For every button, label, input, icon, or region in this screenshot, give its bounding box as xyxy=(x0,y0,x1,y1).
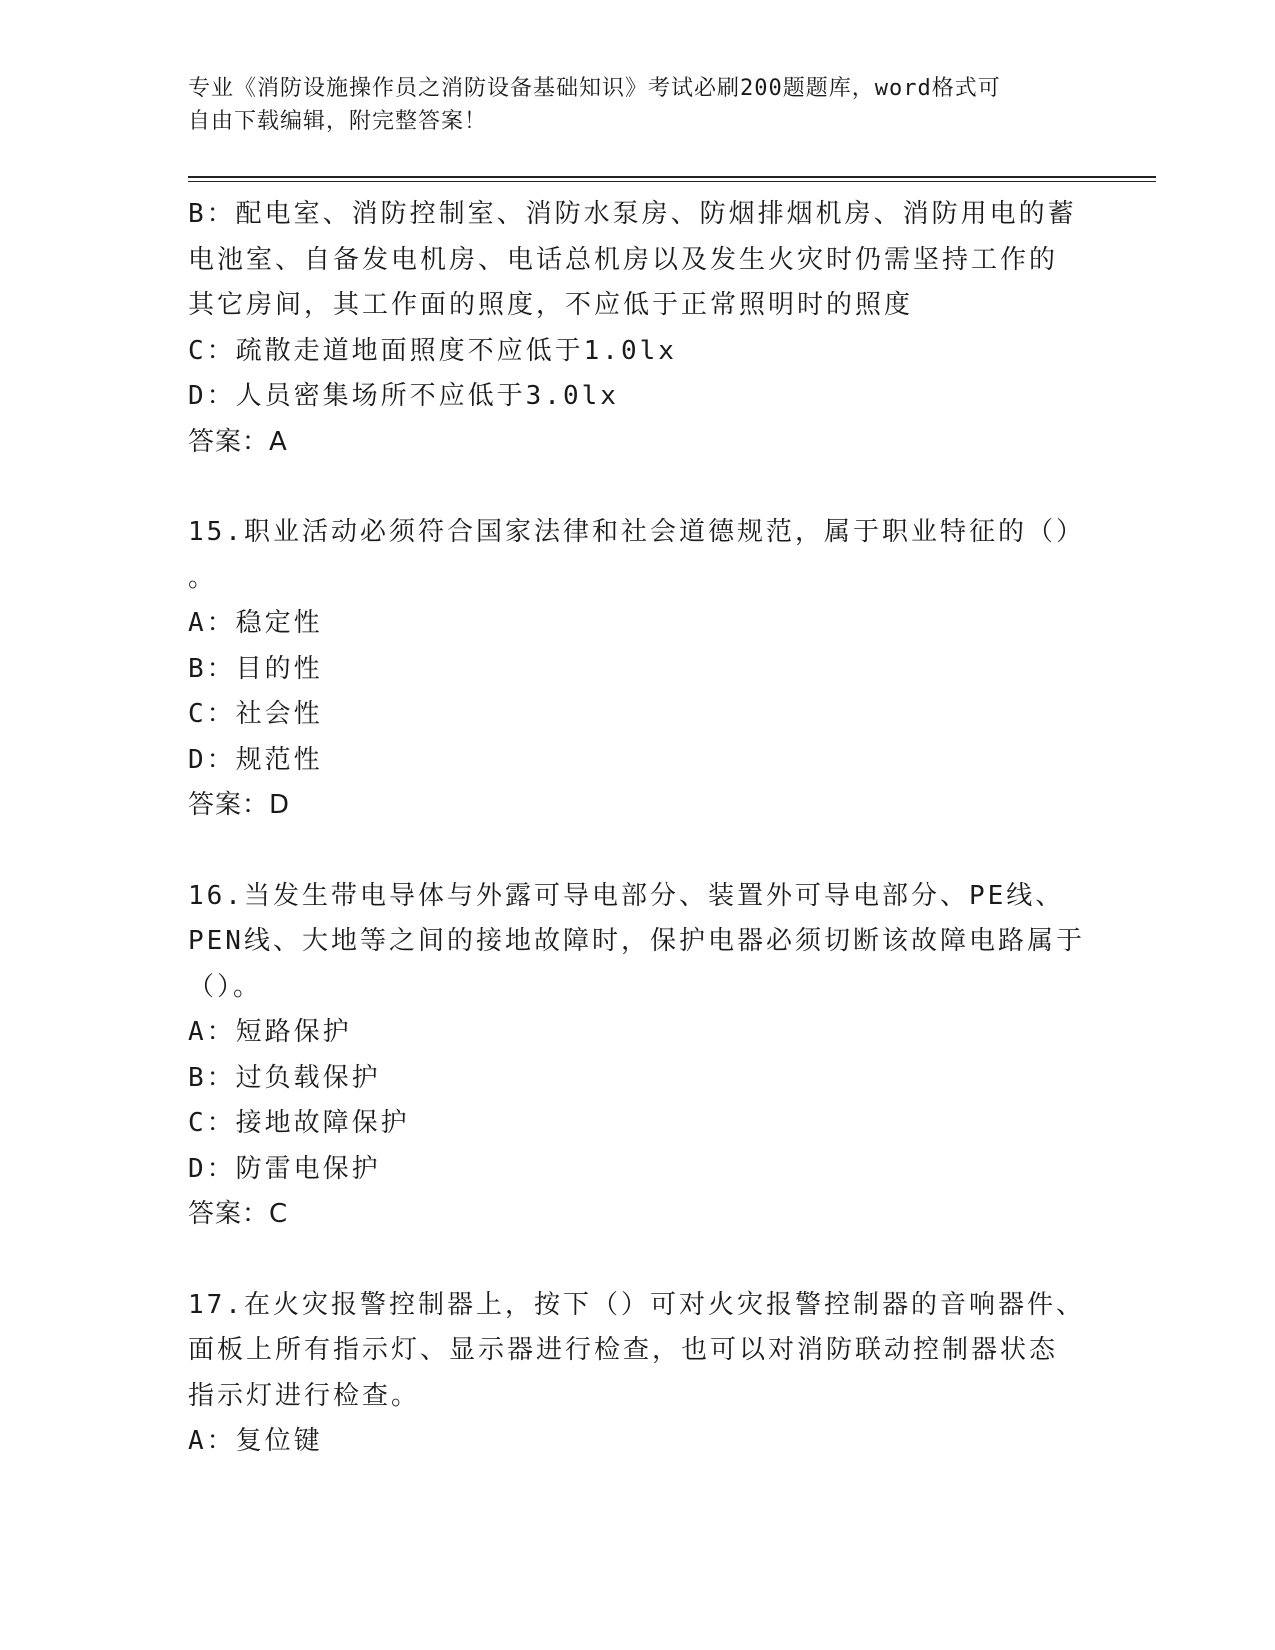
answer: 答案：A xyxy=(188,426,288,457)
spacer xyxy=(188,829,1088,874)
option-c: C：社会性 xyxy=(188,699,323,729)
question-17 xyxy=(188,1283,1088,1465)
question-stem-line-1: 15.职业活动必须符合国家法律和社会道德规范，属于职业特征的（） xyxy=(188,517,1085,547)
option-b: B：目的性 xyxy=(188,653,323,684)
question-stem-line-2: 面板上所有指示灯、显示器进行检查，也可以对消防联动控制器状态 xyxy=(188,1335,1059,1365)
option-a: A：短路保护 xyxy=(188,1017,352,1047)
question-stem-line-3: （）。 xyxy=(188,971,263,1002)
header-title-line-2: 自由下载编辑，附完整答案！ xyxy=(188,109,488,134)
question-stem-line-3: 指示灯进行检查。 xyxy=(188,1380,421,1411)
option-d: D：规范性 xyxy=(188,744,323,775)
header-title-line-1: 专业《消防设施操作员之消防设备基础知识》考试必刷200题题库，word格式可 xyxy=(188,76,1001,101)
option-b-line-3: 其它房间，其工作面的照度，不应低于正常照明时的照度 xyxy=(188,290,914,320)
question-16 xyxy=(188,874,1088,1238)
option-a: A：复位键 xyxy=(188,1426,323,1456)
spacer xyxy=(188,1238,1088,1283)
question-stem-line-2: PEN线、大地等之间的接地故障时，保护电器必须切断该故障电路属于 xyxy=(188,926,1085,956)
option-b-line-2: 电池室、自备发电机房、电话总机房以及发生火灾时仍需坚持工作的 xyxy=(188,244,1059,275)
question-stem-line-1: 16.当发生带电导体与外露可导电部分、装置外可导电部分、PE线、 xyxy=(188,880,1065,911)
header-divider xyxy=(188,176,1156,182)
option-c: C：接地故障保护 xyxy=(188,1108,410,1138)
document-header xyxy=(188,72,1088,138)
answer: 答案：D xyxy=(188,790,291,820)
question-15 xyxy=(188,510,1088,829)
option-b-line-1: B：配电室、消防控制室、消防水泵房、防烟排烟机房、消防用电的蓄 xyxy=(188,199,1077,229)
option-d: D：防雷电保护 xyxy=(188,1153,381,1184)
option-d: D：人员密集场所不应低于3.0lx xyxy=(188,381,619,411)
document-body xyxy=(188,192,1088,1465)
spacer xyxy=(188,465,1088,510)
option-a: A：稳定性 xyxy=(188,608,323,638)
question-14-continued xyxy=(188,192,1088,465)
option-c: C：疏散走道地面照度不应低于1.0lx xyxy=(188,335,677,366)
question-stem-line-2: 。 xyxy=(188,562,218,593)
option-b: B：过负载保护 xyxy=(188,1062,381,1093)
question-stem-line-1: 17.在火灾报警控制器上，按下（）可对火灾报警控制器的音响器件、 xyxy=(188,1289,1085,1320)
answer: 答案：C xyxy=(188,1199,289,1229)
